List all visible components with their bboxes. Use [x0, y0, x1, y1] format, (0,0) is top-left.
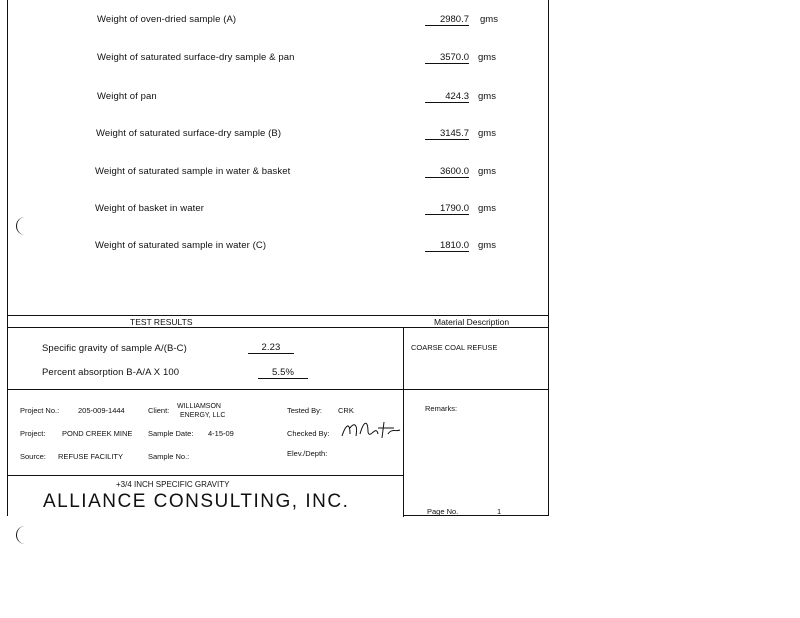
- page-no-label: Page No.: [427, 507, 459, 516]
- absorption-label: Percent absorption B-A/A X 100: [42, 367, 180, 378]
- measurement-value: 1790.0: [425, 203, 469, 215]
- signature-image: [338, 418, 402, 442]
- measurement-value: 1810.0: [425, 240, 469, 252]
- project-no-label: Project No.:: [20, 406, 60, 415]
- material-description-text: COARSE COAL REFUSE: [411, 343, 498, 352]
- left-border: [7, 0, 8, 516]
- material-divider: [403, 327, 404, 517]
- measurement-label: Weight of oven-dried sample (A): [97, 14, 237, 25]
- measurement-label: Weight of saturated sample in water (C): [95, 240, 267, 251]
- project-no-value: 205-009-1444: [78, 406, 125, 415]
- measurement-unit: gms: [480, 14, 498, 25]
- measurement-unit: gms: [478, 52, 496, 63]
- measurement-unit: gms: [478, 166, 496, 177]
- source-label: Source:: [20, 452, 46, 461]
- checked-by-label: Checked By:: [287, 429, 330, 438]
- tested-by-label: Tested By:: [287, 406, 323, 415]
- measurement-label: Weight of saturated surface-dry sample (B): [96, 128, 282, 139]
- project-value: POND CREEK MINE: [62, 429, 133, 438]
- right-border: [548, 0, 549, 516]
- bottom-border: [403, 515, 549, 516]
- measurement-unit: gms: [478, 203, 496, 214]
- test-results-header: TEST RESULTS: [130, 317, 193, 327]
- results-top-line: [7, 315, 549, 316]
- measurement-label: Weight of saturated sample in water & basket: [95, 166, 291, 177]
- tested-by-value: CRK: [338, 406, 354, 415]
- measurement-value: 3570.0: [425, 52, 469, 64]
- measurement-value: 2980.7: [425, 14, 469, 26]
- measurement-value: 424.3: [425, 91, 469, 103]
- measurement-value: 3145.7: [425, 128, 469, 140]
- measurement-unit: gms: [478, 128, 496, 139]
- sample-date-label: Sample Date:: [148, 429, 194, 438]
- client-value-line1: WILLIAMSON: [177, 403, 221, 410]
- measurement-label: Weight of pan: [97, 91, 157, 102]
- test-title: +3/4 INCH SPECIFIC GRAVITY: [116, 480, 230, 489]
- specific-gravity-value: 2.23: [248, 342, 294, 354]
- binder-hole-mark: [16, 217, 27, 235]
- measurement-unit: gms: [478, 240, 496, 251]
- page-no-value: 1: [497, 507, 502, 516]
- binder-hole-mark: [16, 526, 27, 544]
- measurement-value: 3600.0: [425, 166, 469, 178]
- measurement-label: Weight of basket in water: [95, 203, 204, 214]
- absorption-value: 5.5%: [258, 367, 308, 379]
- remarks-label: Remarks:: [425, 404, 458, 413]
- sample-date-value: 4-15-09: [208, 429, 234, 438]
- measurement-unit: gms: [478, 91, 496, 102]
- source-value: REFUSE FACILITY: [58, 452, 124, 461]
- project-label: Project:: [20, 429, 46, 438]
- client-value-line2: ENERGY, LLC: [180, 412, 226, 419]
- info-top-line: [7, 389, 549, 390]
- company-name: ALLIANCE CONSULTING, INC.: [43, 491, 350, 512]
- measurement-label: Weight of saturated surface-dry sample & pan: [97, 52, 295, 63]
- elev-depth-label: Elev./Depth:: [287, 449, 328, 458]
- specific-gravity-label: Specific gravity of sample A/(B-C): [42, 343, 187, 354]
- info-bottom-line: [7, 475, 403, 476]
- material-description-header: Material Description: [434, 317, 510, 327]
- client-label: Client:: [148, 406, 170, 415]
- sample-no-label: Sample No.:: [148, 452, 190, 461]
- results-header-line: [7, 327, 549, 328]
